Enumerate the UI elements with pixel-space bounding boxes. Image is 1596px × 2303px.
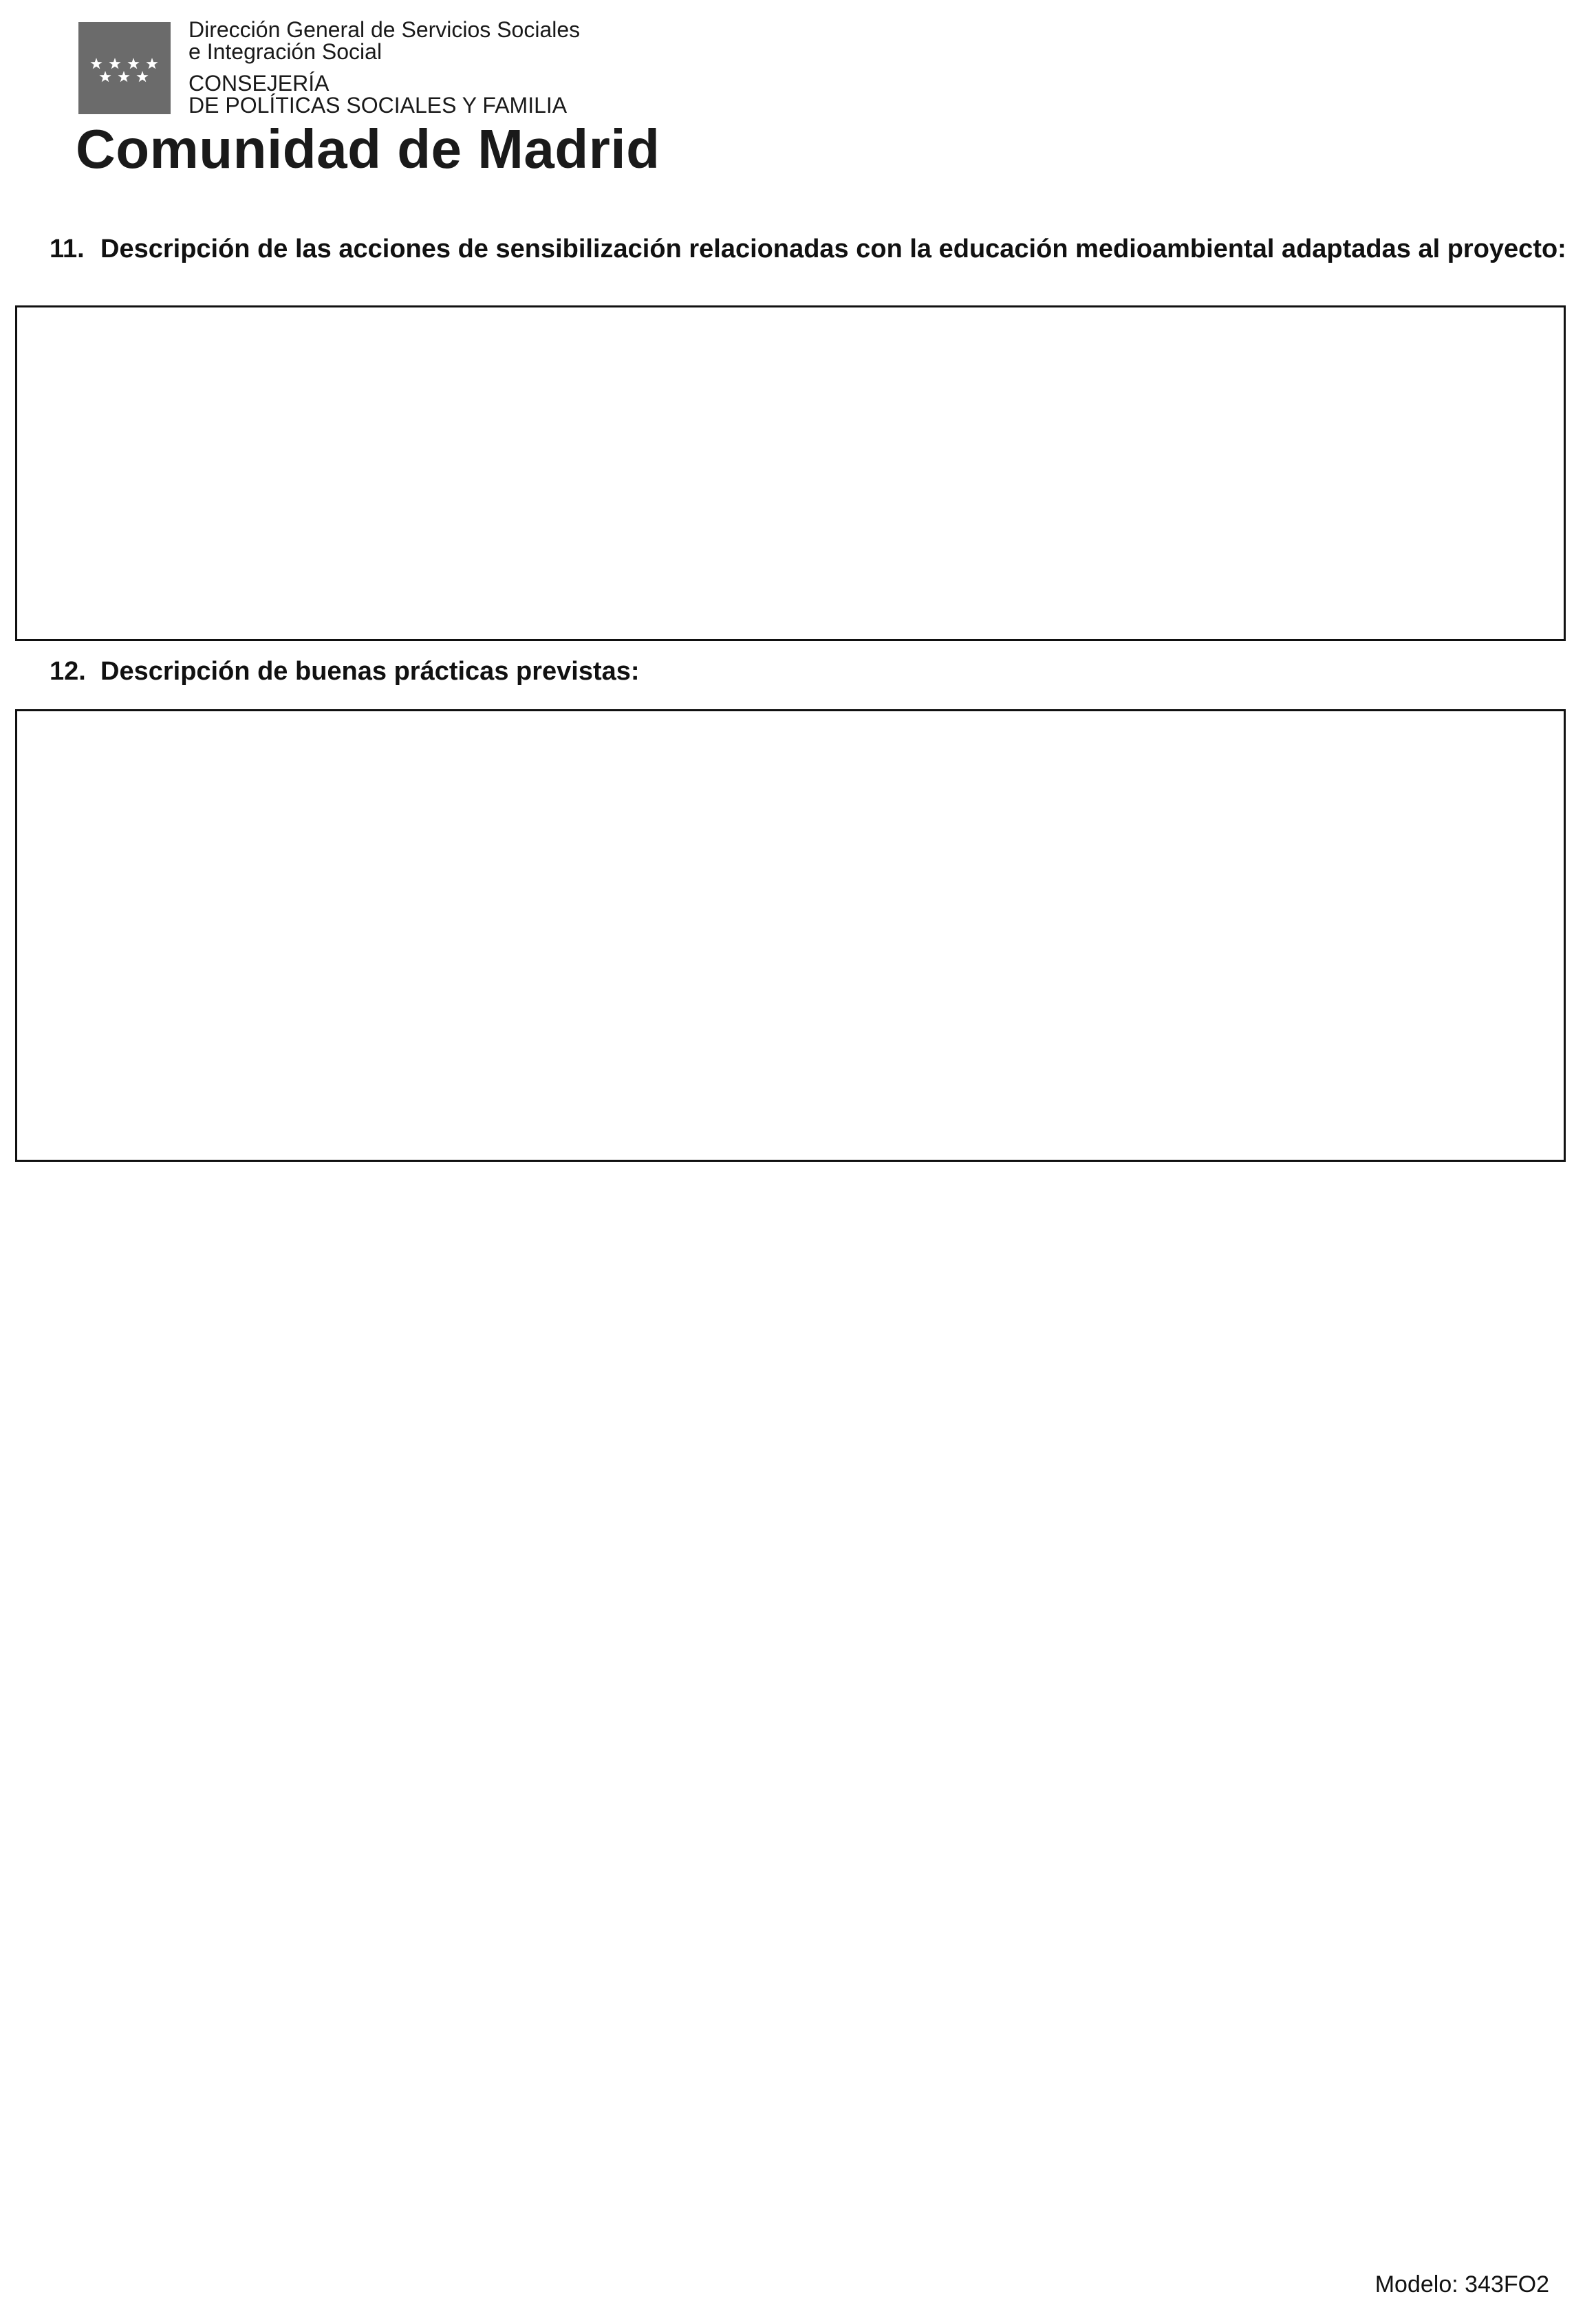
org-ministry-line-2: DE POLÍTICAS SOCIALES Y FAMILIA [188,93,568,118]
section-12-answer-field[interactable] [15,709,1566,1162]
comunidad-de-madrid-logo-icon [78,22,171,114]
section-11-label: Descripción de las acciones de sensibilización relacionadas con la educación medioambiental adaptadas al proyecto: [100,235,1566,263]
section-12-number: 12. [50,657,86,686]
form-model-number: Modelo: 343FO2 [1374,2271,1549,2297]
section-11-answer-field[interactable] [15,305,1566,641]
section-11-number: 11. [50,235,85,263]
org-directorate-line-2: e Integración Social [188,39,382,64]
stars-icon [78,22,171,114]
section-11-heading [50,234,1566,264]
org-ministry-line-1: CONSEJERÍA [188,71,330,96]
org-directorate-line-1: Dirección General de Servicios Sociales [188,17,581,42]
section-12-label: Descripción de buenas prácticas previstas: [100,657,640,686]
section-12-heading [50,656,640,686]
brand-name: Comunidad de Madrid [76,118,660,180]
